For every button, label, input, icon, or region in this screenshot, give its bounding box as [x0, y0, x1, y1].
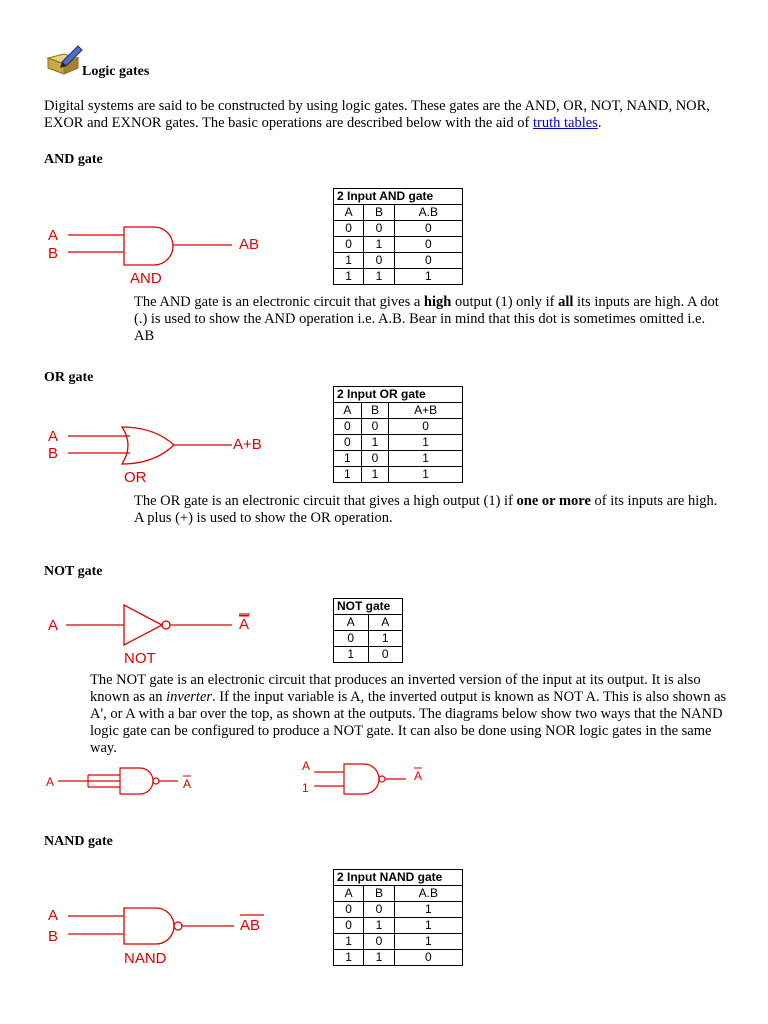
- table-cell: A: [334, 205, 364, 221]
- table-cell: 1: [394, 269, 462, 285]
- table-row: [334, 419, 463, 435]
- table-cell: A.B: [394, 205, 462, 221]
- table-cell: A: [334, 403, 362, 419]
- table-cell: 1: [334, 950, 364, 966]
- table-cell: 1: [364, 950, 394, 966]
- nand-not-example-2: [300, 758, 440, 802]
- table-cell: 0: [394, 253, 462, 269]
- table-row: [334, 221, 463, 237]
- table-cell: 1: [334, 467, 362, 483]
- and-heading: AND gate: [44, 152, 103, 167]
- not-truth-table: [333, 598, 403, 663]
- table-cell: 0: [368, 647, 403, 663]
- nand-not-ex1-input: A: [46, 775, 55, 789]
- not-heading: NOT gate: [44, 564, 103, 579]
- table-row: [334, 467, 463, 483]
- not-output: A: [239, 616, 250, 633]
- table-cell: 1: [368, 631, 403, 647]
- table-cell: 0: [394, 237, 462, 253]
- title-icon: [44, 44, 84, 78]
- table-cell: 1: [394, 918, 462, 934]
- table-cell: 0: [334, 631, 369, 647]
- and-truth-table: [333, 188, 463, 285]
- table-cell: 1: [334, 253, 364, 269]
- nand-heading: NAND gate: [44, 834, 113, 849]
- table-cell: B: [361, 403, 389, 419]
- table-cell: B: [364, 205, 394, 221]
- table-cell: A.B: [394, 886, 462, 902]
- table-cell: 1: [389, 467, 463, 483]
- and-gate-diagram: [44, 220, 284, 290]
- not-input-a: A: [48, 617, 59, 634]
- not-description: The NOT gate is an electronic circuit that produces an inverted version of the input at its output. It is also known as an inverter. If the input variable is A, the inverted output is known as NOT A. This is also shown as A', or A with a bar over the top, as shown at the outputs. The diagrams below show two ways that the NAND logic gate can be configured to produce a NOT gate. It can also be done using NOR logic gates in the same way.: [90, 672, 727, 756]
- nand-input-b: B: [48, 928, 59, 945]
- intro-paragraph: Digital systems are said to be constructed by using logic gates. These gates are the AND, OR, NOT, NAND, NOR, EXOR and EXNOR gates. The basic operations are described below with the aid of truth tables.: [44, 98, 710, 131]
- nand-output: AB: [240, 917, 261, 934]
- table-cell: 1: [389, 435, 463, 451]
- not-gate-label: NOT: [124, 650, 156, 667]
- table-cell: 1: [361, 435, 389, 451]
- table-row: [334, 253, 463, 269]
- and-description: The AND gate is an electronic circuit that gives a high output (1) only if all its inputs are high. A dot (.) is used to show the AND operation i.e. A.B. Bear in mind that this dot is sometimes omitted i.e. AB: [134, 294, 719, 344]
- table-cell: 0: [364, 221, 394, 237]
- nand-not-ex2-input-a: A: [302, 759, 311, 773]
- table-cell: 0: [389, 419, 463, 435]
- table-row: [334, 435, 463, 451]
- table-cell: A: [334, 615, 369, 631]
- table-cell: A: [334, 886, 364, 902]
- table-cell: 1: [334, 647, 369, 663]
- or-heading: OR gate: [44, 370, 94, 385]
- page-title: Logic gates: [82, 64, 150, 79]
- table-cell: 1: [389, 451, 463, 467]
- table-cell: 0: [334, 435, 362, 451]
- table-cell: 1: [394, 902, 462, 918]
- and-input-a: A: [48, 227, 59, 244]
- table-cell: 0: [364, 902, 394, 918]
- or-gate-diagram: [44, 420, 284, 490]
- table-cell: 1: [364, 918, 394, 934]
- or-table-caption: 2 Input OR gate: [334, 387, 463, 403]
- not-gate-diagram: [44, 600, 284, 670]
- intro-text: Digital systems are said to be constructed by using logic gates. These gates are the AND, OR, NOT, NAND, NOR, EXOR and EXNOR gates. The basic operations are described below with the aid of: [44, 98, 710, 131]
- nand-gate-label: NAND: [124, 950, 167, 967]
- table-cell: 0: [361, 451, 389, 467]
- nand-not-ex2-input-b: 1: [302, 781, 309, 795]
- table-row: [334, 631, 403, 647]
- table-cell: 0: [334, 237, 364, 253]
- table-cell: 1: [361, 467, 389, 483]
- and-gate-label: AND: [130, 270, 162, 287]
- table-row: [334, 269, 463, 285]
- nand-truth-table: [333, 869, 463, 966]
- nand-not-example-1: [44, 764, 214, 798]
- table-cell: 1: [334, 451, 362, 467]
- table-cell: 1: [364, 269, 394, 285]
- table-cell: B: [364, 886, 394, 902]
- or-gate-label: OR: [124, 469, 147, 486]
- or-description: The OR gate is an electronic circuit that gives a high output (1) if one or more of its inputs are high. A plus (+) is used to show the OR operation.: [134, 493, 718, 526]
- or-input-a: A: [48, 428, 59, 445]
- table-row: [334, 934, 463, 950]
- table-cell: 0: [361, 419, 389, 435]
- table-cell: 1: [334, 934, 364, 950]
- table-cell: 0: [334, 221, 364, 237]
- table-row: [334, 918, 463, 934]
- table-row: [334, 451, 463, 467]
- table-cell: 0: [394, 221, 462, 237]
- or-input-b: B: [48, 445, 59, 462]
- table-cell: A: [368, 615, 403, 631]
- not-table-caption: NOT gate: [334, 599, 403, 615]
- nand-not-ex1-output: A: [183, 777, 192, 791]
- table-cell: 1: [334, 269, 364, 285]
- and-input-b: B: [48, 245, 59, 262]
- table-cell: A+B: [389, 403, 463, 419]
- table-cell: 0: [334, 902, 364, 918]
- truth-tables-link[interactable]: truth tables: [532, 115, 598, 131]
- table-row: [334, 950, 463, 966]
- table-row: [334, 647, 403, 663]
- table-cell: 0: [364, 934, 394, 950]
- nand-not-ex2-output: A: [414, 769, 423, 783]
- table-cell: 0: [364, 253, 394, 269]
- table-cell: 1: [364, 237, 394, 253]
- table-row: [334, 902, 463, 918]
- nand-table-caption: 2 Input NAND gate: [334, 870, 463, 886]
- or-truth-table: [333, 386, 463, 483]
- table-cell: 0: [334, 918, 364, 934]
- table-cell: 0: [334, 419, 362, 435]
- table-cell: 1: [394, 934, 462, 950]
- table-cell: 0: [394, 950, 462, 966]
- table-row: [334, 237, 463, 253]
- or-output: A+B: [233, 436, 262, 453]
- and-table-caption: 2 Input AND gate: [334, 189, 463, 205]
- and-output: AB: [239, 236, 260, 253]
- nand-input-a: A: [48, 907, 59, 924]
- nand-gate-diagram: [44, 900, 284, 970]
